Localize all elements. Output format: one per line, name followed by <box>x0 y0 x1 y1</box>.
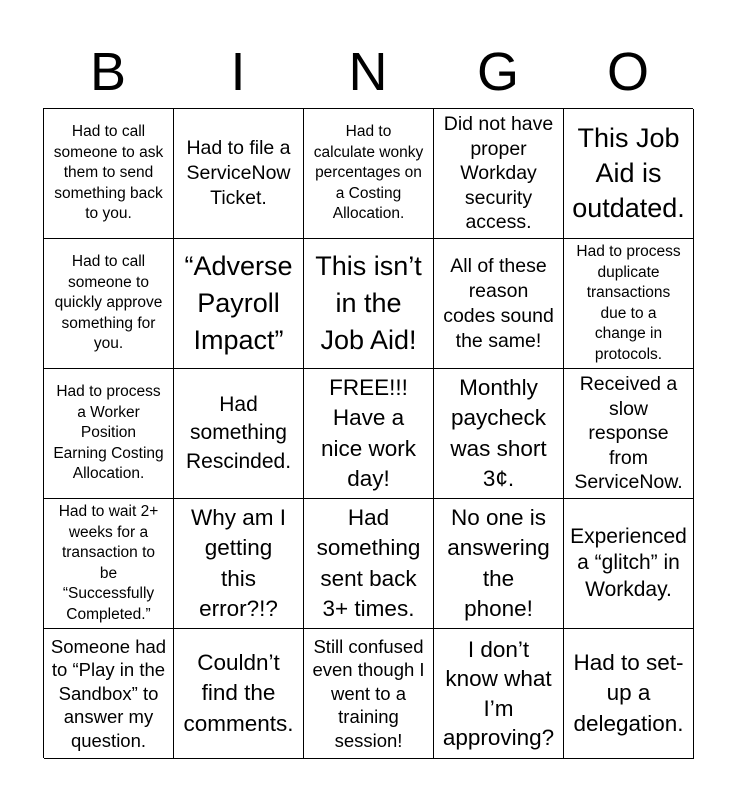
cell-text: All of these reason codes sound the same! <box>443 254 554 352</box>
bingo-cell-g3[interactable] <box>434 369 564 499</box>
bingo-cell-o4[interactable] <box>564 499 694 629</box>
bingo-cell-o2[interactable] <box>564 239 694 369</box>
cell-text: FREE!!! Have a nice work day! <box>320 374 417 491</box>
bingo-cell-o3[interactable] <box>564 369 694 499</box>
bingo-cell-o5[interactable] <box>564 629 694 759</box>
cell-text: Had to calculate wonky percentages on a Costing Allocation. <box>313 123 424 223</box>
cell-text: Still confused even though I went to a training session! <box>312 635 425 751</box>
cell-text: Experienced a “glitch” in Workday. <box>570 524 687 601</box>
header-letter-o: O <box>606 42 649 102</box>
cell-text: “Adverse Payroll Impact” <box>184 251 293 355</box>
bingo-cell-i1[interactable] <box>174 109 304 239</box>
bingo-cell-g2[interactable] <box>434 239 564 369</box>
bingo-cell-b3[interactable] <box>44 369 174 499</box>
cell-text: Had something Rescinded. <box>185 392 292 473</box>
header-letter-i: I <box>230 42 246 102</box>
bingo-cell-b2[interactable] <box>44 239 174 369</box>
bingo-header <box>43 36 693 108</box>
cell-text: Had to call someone to ask them to send something back to you. <box>53 123 164 223</box>
cell-text: I don’t know what I’m approving? <box>442 636 555 750</box>
bingo-cell-i5[interactable] <box>174 629 304 759</box>
cell-text: No one is answering the phone! <box>447 504 550 621</box>
cell-text: Had something sent back 3+ times. <box>316 504 421 621</box>
bingo-cell-n1[interactable] <box>304 109 434 239</box>
bingo-cell-g5[interactable] <box>434 629 564 759</box>
cell-text: Had to file a ServiceNow Ticket. <box>186 137 291 209</box>
bingo-cell-g4[interactable] <box>434 499 564 629</box>
cell-text: Had to set- up a delegation. <box>573 649 684 736</box>
bingo-cell-n5[interactable] <box>304 629 434 759</box>
bingo-cell-n4[interactable] <box>304 499 434 629</box>
cell-text: Did not have proper Workday security access. <box>443 113 554 234</box>
bingo-cell-b1[interactable] <box>44 109 174 239</box>
cell-text: Someone had to “Play in the Sandbox” to answer my question. <box>50 635 167 751</box>
bingo-cell-b4[interactable] <box>44 499 174 629</box>
cell-text: Received a slow response from ServiceNow. <box>574 373 683 494</box>
cell-text: Had to process duplicate transactions due to a change in protocols. <box>576 243 681 363</box>
cell-text: Had to wait 2+ weeks for a transaction to be “Successfully Completed.” <box>58 503 159 623</box>
cell-text: This isn’t in the Job Aid! <box>315 251 422 355</box>
cell-text: This Job Aid is outdated. <box>572 123 685 223</box>
bingo-board <box>43 108 693 758</box>
cell-text: Why am I getting this error?!? <box>190 504 286 621</box>
bingo-cell-o1[interactable] <box>564 109 694 239</box>
header-letter-g: G <box>476 42 519 102</box>
header-letter-b: B <box>89 42 127 102</box>
cell-text: Had to process a Worker Position Earning Costing Allocation. <box>53 383 164 483</box>
cell-text: Had to call someone to quickly approve something for you. <box>54 253 163 353</box>
bingo-cell-i2[interactable] <box>174 239 304 369</box>
bingo-cell-n2[interactable] <box>304 239 434 369</box>
bingo-cell-n3[interactable] <box>304 369 434 499</box>
bingo-cell-g1[interactable] <box>434 109 564 239</box>
cell-text: Couldn’t find the comments. <box>183 649 294 736</box>
cell-text: Monthly paycheck was short 3¢. <box>450 374 547 491</box>
bingo-cell-b5[interactable] <box>44 629 174 759</box>
bingo-cell-i3[interactable] <box>174 369 304 499</box>
bingo-cell-i4[interactable] <box>174 499 304 629</box>
header-letter-n: N <box>348 42 388 102</box>
